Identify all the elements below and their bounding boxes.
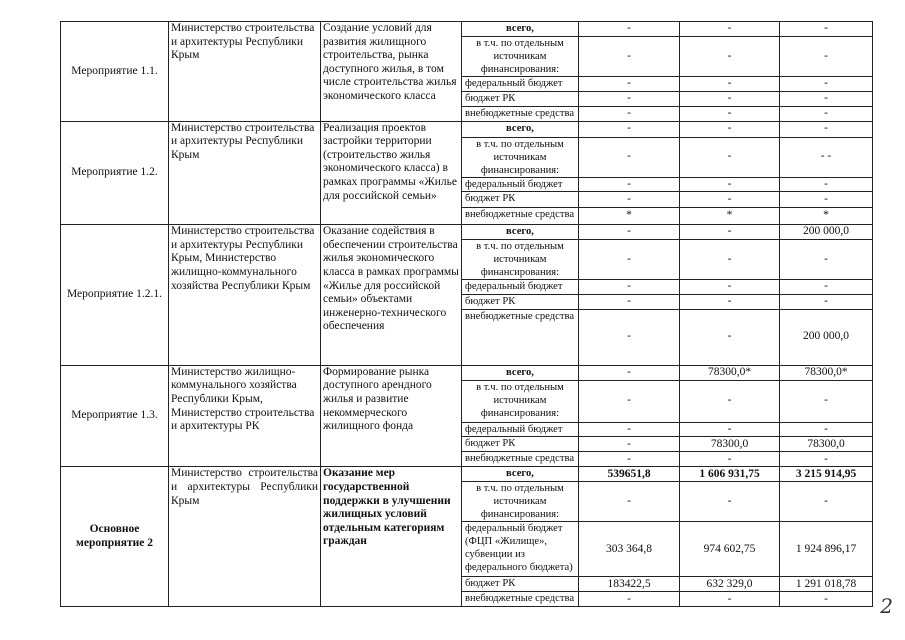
- funding-source-cell: [462, 522, 579, 577]
- amount-year-1-cell: -: [579, 22, 680, 37]
- amount-year-1-cell: *: [579, 208, 680, 225]
- amount-year-2-cell: -: [680, 91, 780, 106]
- amount-year-2-cell: -: [680, 482, 780, 522]
- table-row: [61, 467, 873, 482]
- funding-source-cell: [462, 192, 579, 208]
- amount-year-2-cell: -: [680, 592, 780, 607]
- funding-source-label: всего,: [506, 468, 534, 480]
- funding-source-cell: [462, 177, 579, 192]
- amount-year-1-cell: -: [579, 452, 680, 467]
- program-funding-table: [60, 21, 873, 607]
- table-row: [61, 22, 873, 37]
- amount-year-3-cell: -: [780, 177, 873, 192]
- funding-source-cell: [462, 225, 579, 240]
- amount-year-2-cell: -: [680, 192, 780, 208]
- amount-year-1-cell: -: [579, 225, 680, 240]
- amount-year-1-cell: -: [579, 482, 680, 522]
- funding-source-label: федеральный бюджет: [465, 178, 563, 190]
- funding-source-label: в т.ч. по отдельным источникам финансирования:: [476, 241, 564, 279]
- amount-year-2-cell: 1 606 931,75: [680, 467, 780, 482]
- funding-source-label: бюджет РК: [465, 295, 516, 307]
- funding-source-cell: [462, 208, 579, 225]
- amount-year-2-cell: -: [680, 177, 780, 192]
- amount-year-1-cell: -: [579, 380, 680, 422]
- amount-year-1-cell: -: [579, 177, 680, 192]
- table-row: [61, 365, 873, 380]
- amount-year-2-cell: 632 329,0: [680, 577, 780, 592]
- executor-cell: Министерство жилищно-коммунального хозяйства Республики Крым, Министерство строительства и архитектуры РК: [169, 365, 321, 467]
- amount-year-1-cell: -: [579, 309, 680, 365]
- amount-year-2-cell: -: [680, 121, 780, 137]
- executor-cell: Министерство строительства и архитектуры Республики Крым: [169, 22, 321, 122]
- funding-source-label: федеральный бюджет (ФЦП «Жилище», субвенции из федерального бюджета): [465, 523, 573, 574]
- funding-source-cell: [462, 121, 579, 137]
- funding-source-cell: [462, 452, 579, 467]
- amount-year-1-cell: -: [579, 137, 680, 177]
- amount-year-3-cell: *: [780, 208, 873, 225]
- funding-source-cell: [462, 280, 579, 295]
- amount-year-2-cell: -: [680, 106, 780, 121]
- funding-source-cell: [462, 365, 579, 380]
- amount-year-2-cell: -: [680, 37, 780, 77]
- funding-source-label: всего,: [506, 23, 534, 34]
- funding-source-cell: [462, 422, 579, 437]
- funding-source-label: федеральный бюджет: [465, 423, 563, 435]
- funding-source-label: всего,: [506, 366, 534, 378]
- amount-year-3-cell: -: [780, 592, 873, 607]
- amount-year-1-cell: -: [579, 240, 680, 280]
- amount-year-1-cell: -: [579, 192, 680, 208]
- measure-name-cell: Оказание содействия в обеспечении строительства жилья экономического класса в рамках программы «Жилье для российской семьи» объектами инженерно-технического обеспечения: [321, 225, 462, 366]
- funding-source-label: внебюджетные средства: [465, 107, 575, 119]
- amount-year-3-cell: 78300,0: [780, 437, 873, 452]
- amount-year-3-cell: 3 215 914,95: [780, 467, 873, 482]
- amount-year-2-cell: -: [680, 380, 780, 422]
- funding-source-label: бюджет РК: [465, 578, 516, 590]
- amount-year-3-cell: -: [780, 121, 873, 137]
- amount-year-1-cell: -: [579, 280, 680, 295]
- measure-name-cell: Реализация проектов застройки территории (строительство жилья экономического класса) в рамках программы «Жилье для российской семьи»: [321, 121, 462, 225]
- amount-year-2-cell: -: [680, 77, 780, 92]
- funding-source-cell: [462, 482, 579, 522]
- funding-source-label: всего,: [506, 122, 534, 134]
- amount-year-3-cell: -: [780, 294, 873, 309]
- amount-year-3-cell: -: [780, 91, 873, 106]
- amount-year-3-cell: -: [780, 22, 873, 37]
- funding-source-cell: [462, 106, 579, 121]
- amount-year-2-cell: 78300,0: [680, 437, 780, 452]
- funding-source-cell: [462, 380, 579, 422]
- event-name-cell: Мероприятие 1.3.: [61, 365, 169, 467]
- amount-year-1-cell: -: [579, 91, 680, 106]
- executor-cell: Министерство строительства и архитектуры Республики Крым, Министерство жилищно-коммунального хозяйства Республики Крым: [169, 225, 321, 366]
- page-number-mark: 2: [880, 594, 893, 618]
- funding-source-cell: [462, 77, 579, 92]
- funding-source-label: внебюджетные средства: [465, 209, 575, 221]
- funding-source-cell: [462, 577, 579, 592]
- funding-source-label: федеральный бюджет: [465, 78, 563, 89]
- amount-year-2-cell: -: [680, 294, 780, 309]
- amount-year-3-cell: -: [780, 240, 873, 280]
- amount-year-2-cell: -: [680, 309, 780, 365]
- amount-year-3-cell: -: [780, 37, 873, 77]
- amount-year-3-cell: -: [780, 192, 873, 208]
- amount-year-1-cell: 303 364,8: [579, 522, 680, 577]
- amount-year-3-cell: -: [780, 422, 873, 437]
- funding-source-cell: [462, 309, 579, 365]
- funding-source-label: в т.ч. по отдельным источникам финансирования:: [476, 38, 564, 75]
- amount-year-3-cell: 1 291 018,78: [780, 577, 873, 592]
- funding-source-label: в т.ч. по отдельным источникам финансирования:: [476, 381, 564, 419]
- amount-year-1-cell: -: [579, 365, 680, 380]
- funding-source-cell: [462, 467, 579, 482]
- amount-year-1-cell: -: [579, 422, 680, 437]
- amount-year-3-cell: -: [780, 482, 873, 522]
- funding-source-cell: [462, 137, 579, 177]
- amount-year-2-cell: -: [680, 422, 780, 437]
- amount-year-1-cell: -: [579, 592, 680, 607]
- executor-cell: Министерство строительства и архитектуры Республики Крым: [169, 121, 321, 225]
- amount-year-2-cell: 78300,0*: [680, 365, 780, 380]
- amount-year-2-cell: -: [680, 22, 780, 37]
- funding-source-label: внебюджетные средства: [465, 310, 575, 322]
- event-name-cell: Мероприятие 1.1.: [61, 22, 169, 122]
- amount-year-1-cell: -: [579, 106, 680, 121]
- funding-source-cell: [462, 37, 579, 77]
- amount-year-3-cell: 200 000,0: [780, 225, 873, 240]
- funding-source-label: бюджет РК: [465, 193, 516, 205]
- amount-year-2-cell: 974 602,75: [680, 522, 780, 577]
- amount-year-1-cell: 539651,8: [579, 467, 680, 482]
- amount-year-2-cell: -: [680, 240, 780, 280]
- funding-source-cell: [462, 91, 579, 106]
- amount-year-3-cell: -: [780, 452, 873, 467]
- funding-source-label: в т.ч. по отдельным источникам финансирования:: [476, 138, 564, 176]
- funding-source-label: федеральный бюджет: [465, 281, 563, 293]
- amount-year-1-cell: -: [579, 121, 680, 137]
- amount-year-1-cell: -: [579, 294, 680, 309]
- amount-year-2-cell: -: [680, 280, 780, 295]
- amount-year-1-cell: -: [579, 77, 680, 92]
- amount-year-3-cell: - -: [780, 137, 873, 177]
- funding-source-cell: [462, 240, 579, 280]
- amount-year-3-cell: -: [780, 77, 873, 92]
- funding-source-label: бюджет РК: [465, 438, 516, 450]
- amount-year-3-cell: 200 000,0: [780, 309, 873, 365]
- funding-source-cell: [462, 22, 579, 37]
- measure-name-cell: Создание условий для развития жилищного строительства, рынка доступного жилья, в том числе строительства жилья экономического класса: [321, 22, 462, 122]
- amount-year-2-cell: *: [680, 208, 780, 225]
- funding-source-cell: [462, 592, 579, 607]
- amount-year-3-cell: 78300,0*: [780, 365, 873, 380]
- amount-year-2-cell: -: [680, 137, 780, 177]
- table-row: [61, 225, 873, 240]
- event-name-cell: Мероприятие 1.2.: [61, 121, 169, 225]
- funding-source-cell: [462, 437, 579, 452]
- table-row: [61, 121, 873, 137]
- amount-year-3-cell: 1 924 896,17: [780, 522, 873, 577]
- funding-source-label: бюджет РК: [465, 92, 516, 104]
- funding-source-label: внебюджетные средства: [465, 453, 575, 465]
- funding-source-cell: [462, 294, 579, 309]
- amount-year-1-cell: -: [579, 37, 680, 77]
- event-name-cell: Мероприятие 1.2.1.: [61, 225, 169, 366]
- amount-year-3-cell: -: [780, 280, 873, 295]
- measure-name-cell: Формирование рынка доступного арендного жилья и развитие некоммерческого жилищного фонда: [321, 365, 462, 467]
- measure-name-cell: Оказание мер государственной поддержки в улучшении жилищных условий отдельным категориям граждан: [321, 467, 462, 607]
- amount-year-1-cell: -: [579, 437, 680, 452]
- executor-cell: Министерство строительства и архитектуры Республики Крым: [169, 467, 321, 607]
- funding-source-label: всего,: [506, 226, 534, 238]
- amount-year-1-cell: 183422,5: [579, 577, 680, 592]
- amount-year-3-cell: -: [780, 106, 873, 121]
- amount-year-2-cell: -: [680, 225, 780, 240]
- funding-source-label: в т.ч. по отдельным источникам финансирования:: [476, 483, 564, 521]
- amount-year-2-cell: -: [680, 452, 780, 467]
- amount-year-3-cell: -: [780, 380, 873, 422]
- event-name-cell: Основное мероприятие 2: [61, 467, 169, 607]
- funding-source-label: внебюджетные средства: [465, 593, 575, 605]
